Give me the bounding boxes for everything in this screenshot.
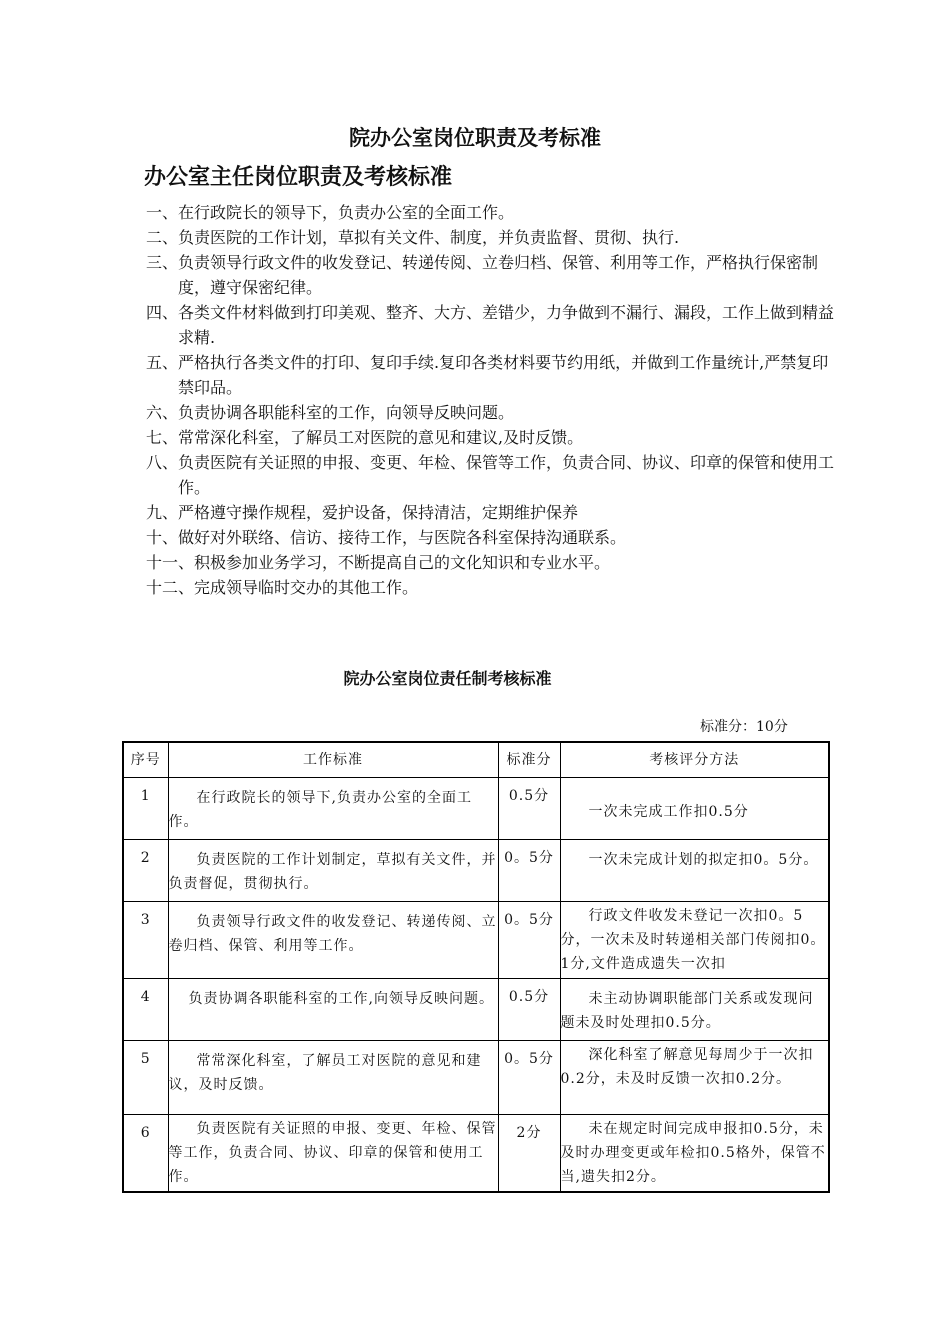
table-header-row bbox=[123, 742, 829, 778]
table-row bbox=[123, 902, 829, 979]
header-cell: 序号 bbox=[123, 742, 168, 778]
work-standard: 常常深化科室，了解员工对医院的意见和建议，及时反馈。 bbox=[168, 1041, 498, 1115]
scoring-method: 一次未完成工作扣0.5分 bbox=[560, 778, 829, 840]
header-cell: 工作标准 bbox=[168, 742, 498, 778]
duty-item bbox=[146, 525, 836, 550]
duty-text: 常常深化科室，了解员工对医院的意见和建议,及时反馈。 bbox=[178, 428, 584, 447]
assessment-table bbox=[122, 741, 830, 1193]
work-standard: 负责医院的工作计划制定，草拟有关文件，并负责督促，贯彻执行。 bbox=[168, 840, 498, 902]
duty-item bbox=[146, 400, 836, 425]
table-row bbox=[123, 1115, 829, 1193]
work-standard: 在行政院长的领导下,负责办公室的全面工作。 bbox=[168, 778, 498, 840]
standard-score: 0。5分 bbox=[498, 840, 560, 902]
scoring-method: 未主动协调职能部门关系或发现问题未及时处理扣0.5分。 bbox=[560, 979, 829, 1041]
duty-number: 十二、 bbox=[146, 578, 195, 597]
duty-text: 负责医院的工作计划，草拟有关文件、制度，并负责监督、贯彻、执行. bbox=[178, 228, 680, 247]
standard-score: 0。5分 bbox=[498, 1041, 560, 1115]
row-number: 4 bbox=[123, 979, 168, 1041]
table-row bbox=[123, 840, 829, 902]
duty-number: 八、 bbox=[146, 453, 179, 472]
duty-number: 六、 bbox=[146, 403, 179, 422]
duty-number: 三、 bbox=[146, 253, 179, 272]
table-row bbox=[123, 979, 829, 1041]
duty-item bbox=[146, 200, 836, 225]
duty-list bbox=[146, 200, 836, 600]
duty-number: 十、 bbox=[146, 528, 179, 547]
table-row bbox=[123, 778, 829, 840]
table-row bbox=[123, 1041, 829, 1115]
row-number: 3 bbox=[123, 902, 168, 979]
duty-number: 十一、 bbox=[146, 553, 195, 572]
duty-item bbox=[146, 350, 836, 400]
duty-number: 七、 bbox=[146, 428, 179, 447]
duty-text: 做好对外联络、信访、接待工作，与医院各科室保持沟通联系。 bbox=[178, 528, 627, 547]
work-standard: 负责协调各职能科室的工作,向领导反映问题。 bbox=[168, 979, 498, 1041]
work-standard: 负责领导行政文件的收发登记、转递传阅、立卷归档、保管、利用等工作。 bbox=[168, 902, 498, 979]
table-title: 院办公室岗位责任制考核标准 bbox=[343, 669, 552, 688]
duty-item bbox=[146, 550, 836, 575]
row-number: 2 bbox=[123, 840, 168, 902]
score-note: 标准分：10分 bbox=[700, 719, 788, 735]
duty-item bbox=[146, 450, 836, 500]
duty-item bbox=[146, 250, 836, 300]
duty-text: 在行政院长的领导下，负责办公室的全面工作。 bbox=[178, 203, 515, 222]
row-number: 5 bbox=[123, 1041, 168, 1115]
duty-text: 负责领导行政文件的收发登记、转递传阅、立卷归档、保管、利用等工作，严格执行保密制度，遵守保密纪律。 bbox=[178, 253, 819, 297]
page-title: 院办公室岗位职责及考标准 bbox=[349, 125, 601, 150]
row-number: 1 bbox=[123, 778, 168, 840]
section-title: 办公室主任岗位职责及考核标准 bbox=[144, 164, 453, 190]
duty-text: 严格遵守操作规程，爱护设备，保持清洁，定期维护保养 bbox=[178, 503, 579, 522]
duty-text: 负责协调各职能科室的工作，向领导反映问题。 bbox=[178, 403, 515, 422]
standard-score: 0。5分 bbox=[498, 902, 560, 979]
row-number: 6 bbox=[123, 1115, 168, 1193]
scoring-method: 未在规定时间完成申报扣0.5分，未及时办理变更或年检扣0.5格外，保管不当,遗失扣2分。 bbox=[560, 1115, 829, 1193]
duty-text: 完成领导临时交办的其他工作。 bbox=[194, 578, 419, 597]
duty-number: 二、 bbox=[146, 228, 179, 247]
duty-item bbox=[146, 500, 836, 525]
duty-item bbox=[146, 225, 836, 250]
duty-item bbox=[146, 425, 836, 450]
duty-number: 五、 bbox=[146, 353, 179, 372]
duty-number: 四、 bbox=[146, 303, 179, 322]
header-cell: 考核评分方法 bbox=[560, 742, 829, 778]
scoring-method: 一次未完成计划的拟定扣0。5分。 bbox=[560, 840, 829, 902]
duty-number: 一、 bbox=[146, 203, 179, 222]
standard-score: 0.5分 bbox=[498, 979, 560, 1041]
standard-score: 2分 bbox=[498, 1115, 560, 1193]
work-standard: 负责医院有关证照的申报、变更、年检、保管等工作，负责合同、协议、印章的保管和使用工作。 bbox=[168, 1115, 498, 1193]
duty-text: 负责医院有关证照的申报、变更、年检、保管等工作，负责合同、协议、印章的保管和使用工作。 bbox=[178, 453, 835, 497]
duty-item bbox=[146, 300, 836, 350]
duty-text: 积极参加业务学习，不断提高自己的文化知识和专业水平。 bbox=[194, 553, 611, 572]
duty-number: 九、 bbox=[146, 503, 179, 522]
header-cell: 标准分 bbox=[498, 742, 560, 778]
duty-text: 严格执行各类文件的打印、复印手续.复印各类材料要节约用纸，并做到工作量统计,严禁复印禁印品。 bbox=[178, 353, 829, 397]
duty-text: 各类文件材料做到打印美观、整齐、大方、差错少，力争做到不漏行、漏段，工作上做到精益求精. bbox=[178, 303, 835, 347]
duty-item bbox=[146, 575, 836, 600]
standard-score: 0.5分 bbox=[498, 778, 560, 840]
scoring-method: 深化科室了解意见每周少于一次扣0.2分，未及时反馈一次扣0.2分。 bbox=[560, 1041, 829, 1115]
scoring-method: 行政文件收发未登记一次扣0。5分，一次未及时转递相关部门传阅扣0。1分,文件造成遗失一次扣 bbox=[560, 902, 829, 979]
